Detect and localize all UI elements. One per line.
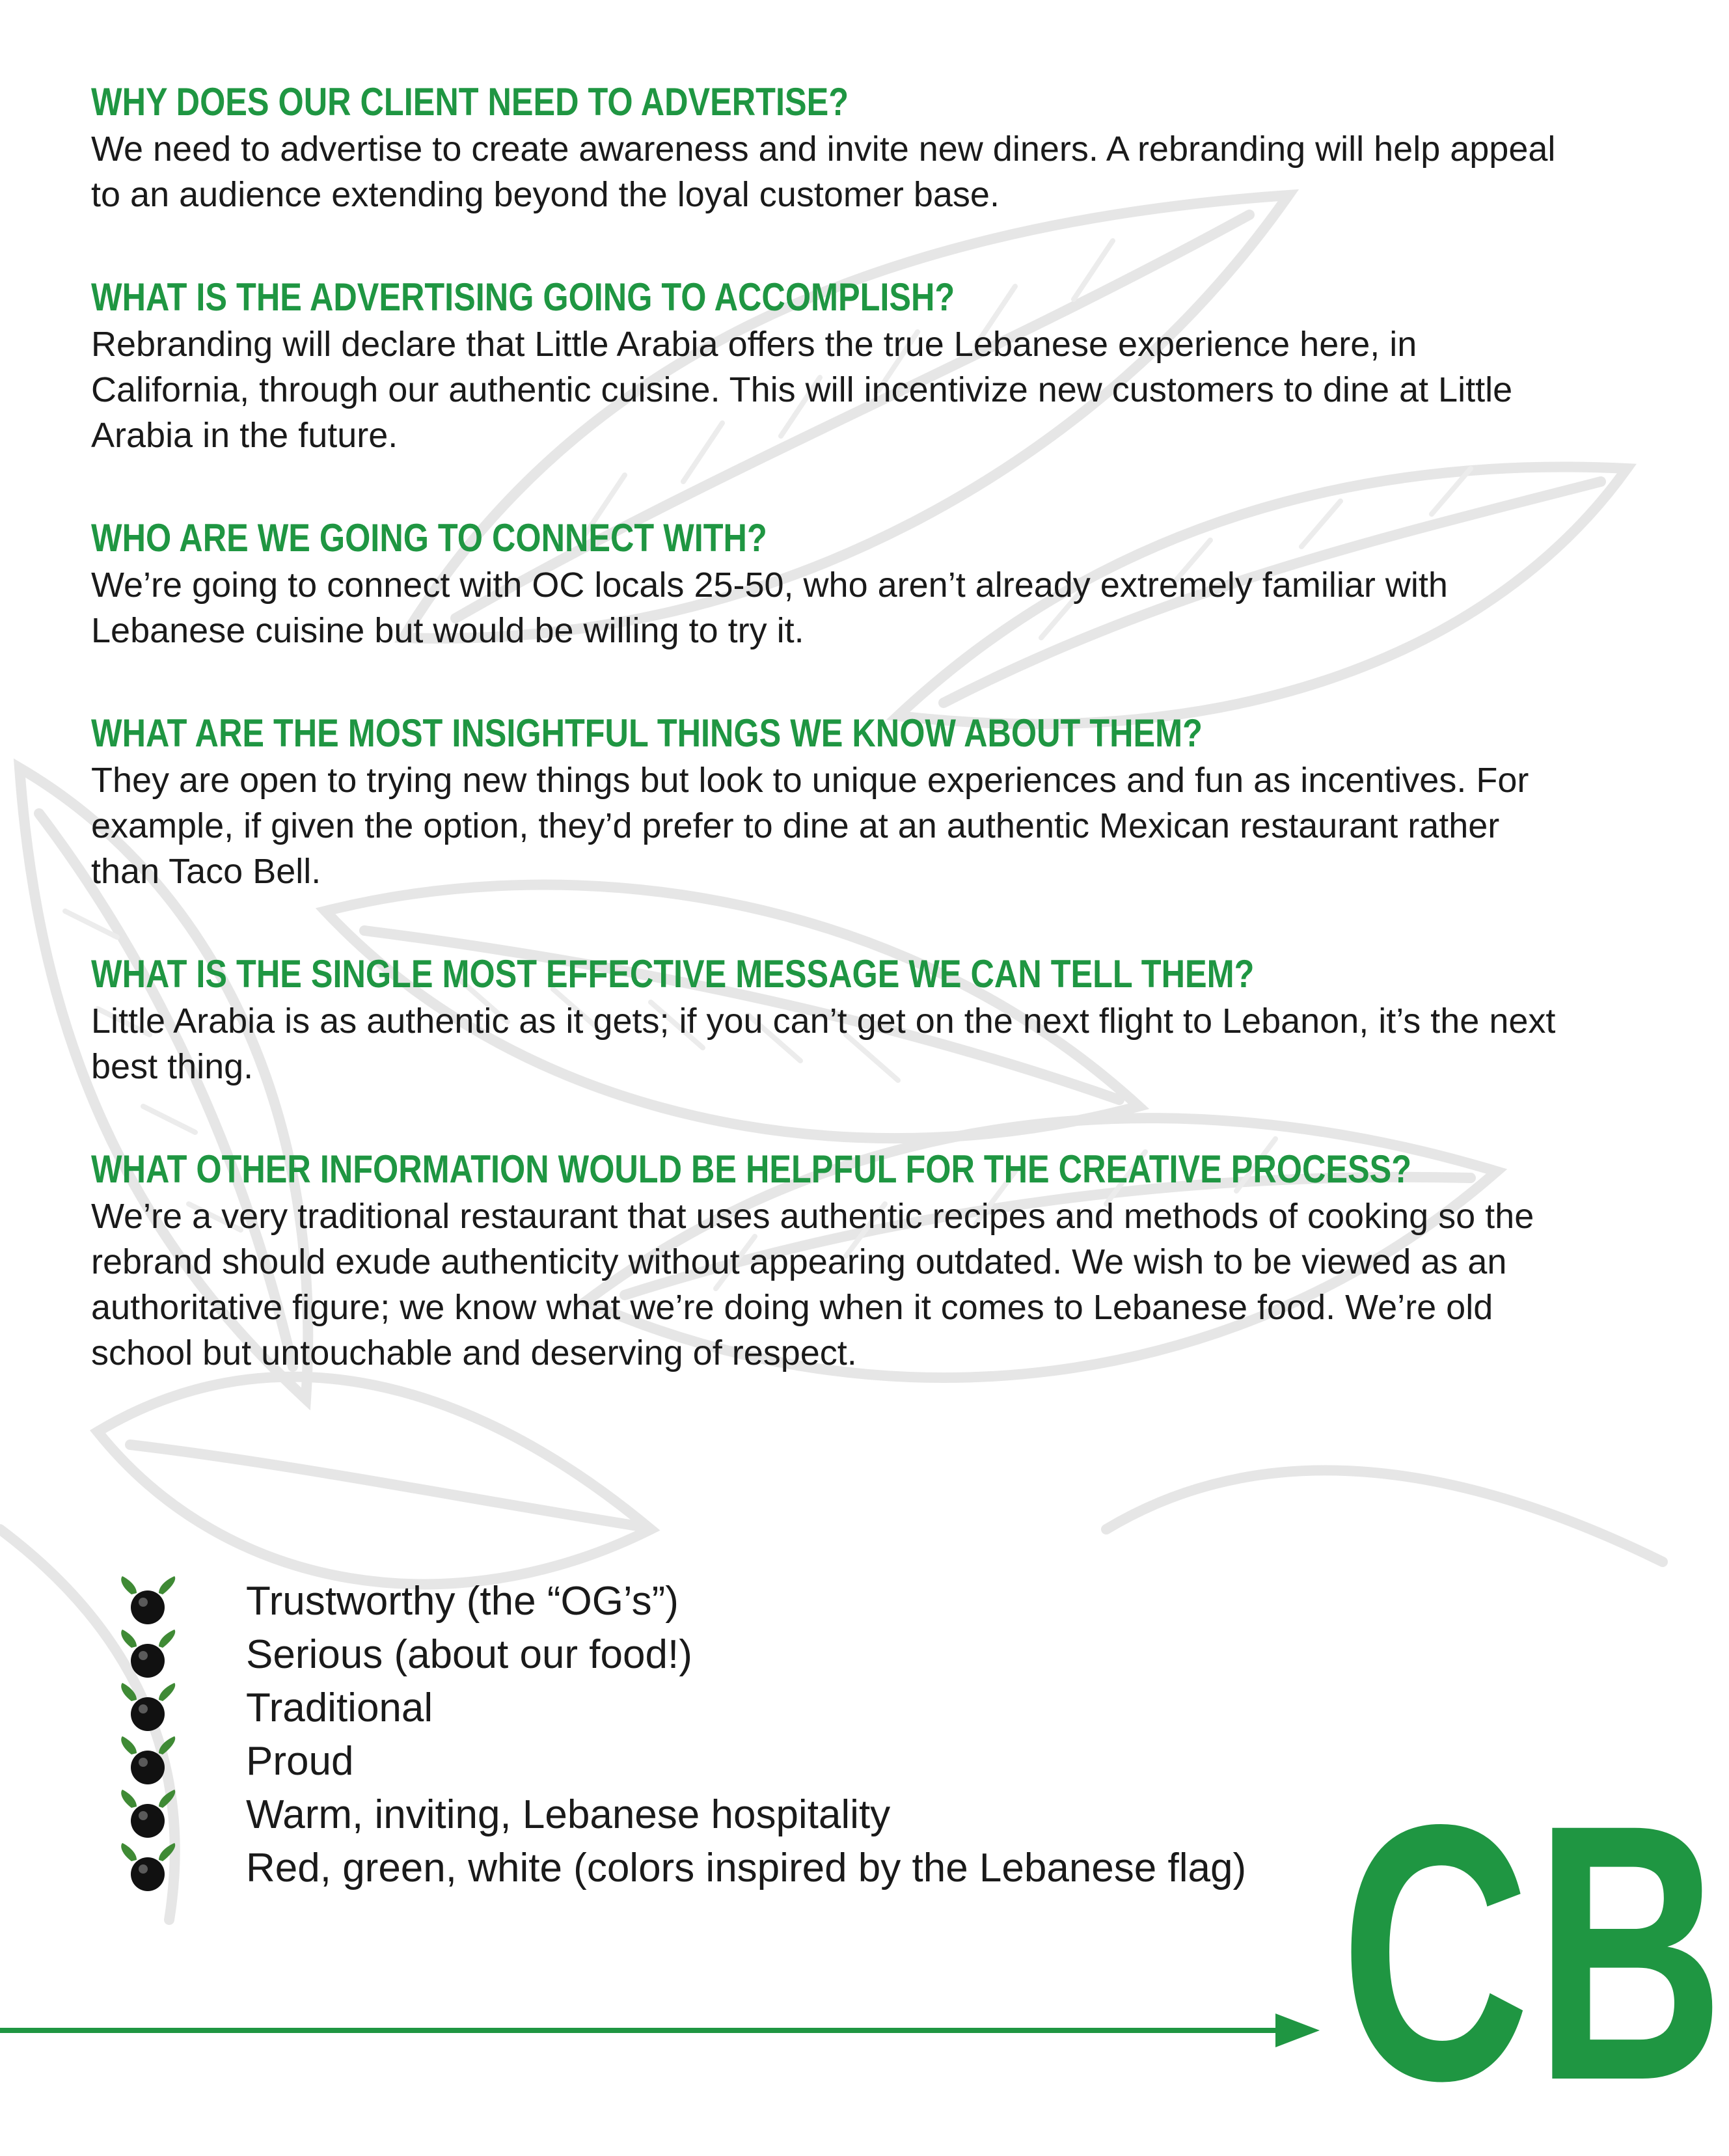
brief-section-other-info	[91, 1145, 1575, 1376]
brief-section-insights	[91, 709, 1575, 894]
brief-section-accomplish	[91, 273, 1575, 458]
brief-section-why-advertise	[91, 78, 1575, 217]
section-body: Rebranding will declare that Little Arabia offers the true Lebanese experience here, in California, through our authentic cuisine. This will incentivize new customers to dine at Little Arabia in the future.	[91, 325, 1513, 455]
list-item-label: Trustworthy (the “OG’s”)	[246, 1579, 679, 1624]
section-body: We’re going to connect with OC locals 25-50, who aren’t already extremely familiar with Lebanese cuisine but would be willing to try it.	[91, 566, 1448, 650]
list-item	[117, 1682, 1246, 1735]
list-item-label: Warm, inviting, Lebanese hospitality	[246, 1792, 891, 1837]
arrow-right-icon	[0, 2011, 1321, 2050]
olive-branch-icon	[117, 1575, 180, 1628]
brief-section-message	[91, 950, 1575, 1089]
list-item	[117, 1628, 1246, 1682]
section-heading: WHAT IS THE SINGLE MOST EFFECTIVE MESSAGE WE CAN TELL THEM?	[91, 952, 1255, 996]
olive-branch-icon	[117, 1842, 180, 1895]
list-item	[117, 1575, 1246, 1628]
list-item	[117, 1735, 1246, 1788]
brief-section-audience	[91, 514, 1575, 653]
creative-brief-content	[91, 78, 1575, 1432]
olive-branch-icon	[117, 1788, 180, 1842]
list-item	[117, 1842, 1246, 1895]
section-heading: WHY DOES OUR CLIENT NEED TO ADVERTISE?	[91, 80, 849, 124]
section-body: We need to advertise to create awareness and invite new diners. A rebranding will help appeal to an audience extending beyond the loyal customer base.	[91, 130, 1556, 214]
list-item-label: Traditional	[246, 1685, 433, 1730]
section-heading: WHO ARE WE GOING TO CONNECT WITH?	[91, 516, 767, 560]
section-body: Little Arabia is as authentic as it gets; if you can’t get on the next flight to Lebanon, it’s the next best thing.	[91, 1002, 1556, 1086]
olive-branch-icon	[117, 1628, 180, 1682]
section-body: They are open to trying new things but look to unique experiences and fun as incentives. For example, if given the option, they’d prefer to dine at an authentic Mexican restaurant rather than Taco Bell.	[91, 761, 1529, 891]
section-body: We’re a very traditional restaurant that uses authentic recipes and methods of cooking so the rebrand should exude authenticity without appearing outdated. We wish to be viewed as an authoritative figure; we know what we’re doing when it comes to Lebanese food. We’re old school but untouchable and deserving of respect.	[91, 1197, 1534, 1372]
olive-branch-icon	[117, 1682, 180, 1735]
section-heading: WHAT IS THE ADVERTISING GOING TO ACCOMPLISH?	[91, 275, 955, 319]
list-item-label: Red, green, white (colors inspired by the Lebanese flag)	[246, 1846, 1247, 1890]
list-item	[117, 1788, 1246, 1842]
section-heading: WHAT OTHER INFORMATION WOULD BE HELPFUL FOR THE CREATIVE PROCESS?	[91, 1147, 1412, 1191]
list-item-label: Serious (about our food!)	[246, 1632, 692, 1677]
brand-attributes-list	[117, 1575, 1246, 1895]
cb-logo: CB	[1341, 1749, 1729, 2156]
olive-branch-icon	[117, 1735, 180, 1788]
list-item-label: Proud	[246, 1739, 354, 1784]
section-heading: WHAT ARE THE MOST INSIGHTFUL THINGS WE KNOW ABOUT THEM?	[91, 711, 1203, 755]
